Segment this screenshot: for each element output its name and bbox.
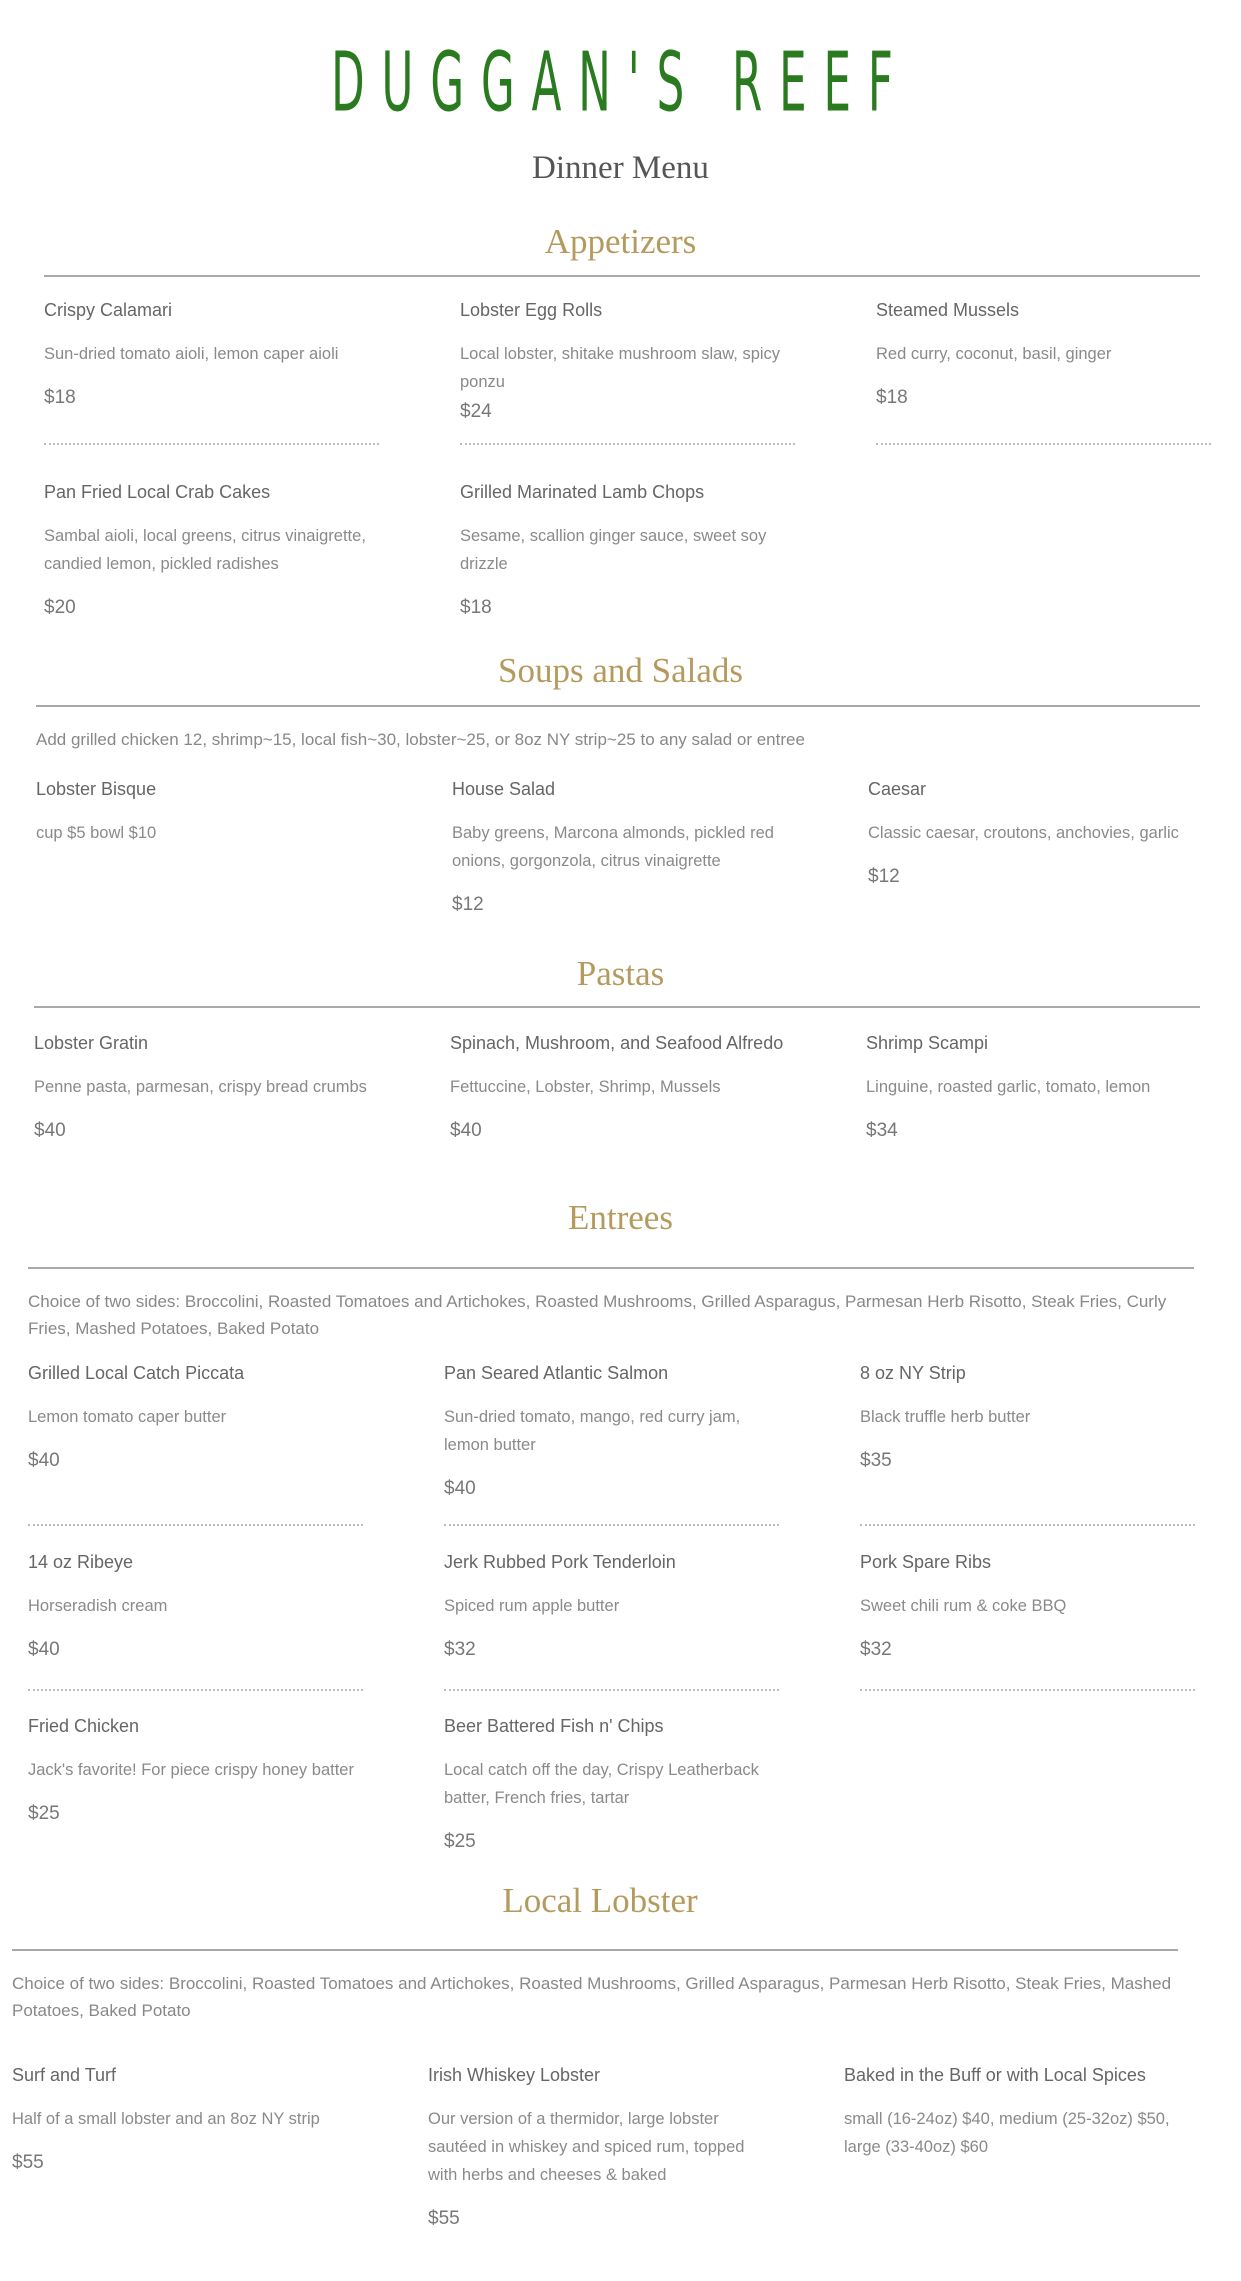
item-desc: Penne pasta, parmesan, crispy bread crumbs [34,1078,367,1096]
item-desc: Baby greens, Marcona almonds, pickled red onions, gorgonzola, citrus vinaigrette [452,824,774,870]
soups-title: Soups and Salads [498,651,743,690]
lobster-divider [12,1949,1178,1951]
item-price: $32 [444,1639,476,1660]
item-desc: Fettuccine, Lobster, Shrimp, Mussels [450,1078,721,1096]
entrees-note: Choice of two sides: Broccolini, Roasted Tomatoes and Artichokes, Roasted Mushrooms, Grilled Asparagus, Parmesan Herb Risotto, Steak Fries, Curly Fries, Mashed Potatoes, Baked Potato [28,1292,1167,1338]
item-price: $25 [28,1803,60,1824]
item-desc: cup $5 bowl $10 [36,824,157,842]
item-price: $25 [444,1831,476,1852]
item-price: $40 [34,1120,66,1141]
item-price: $32 [860,1639,892,1660]
item-price: $55 [12,2152,44,2173]
item-price: $18 [876,387,908,408]
item-desc: Red curry, coconut, basil, ginger [876,345,1112,363]
item-name: Steamed Mussels [876,300,1020,320]
item-desc: small (16-24oz) $40, medium (25-32oz) $50, large (33-40oz) $60 [844,2110,1170,2156]
item-name: Jerk Rubbed Pork Tenderloin [444,1552,676,1572]
item-price: $34 [866,1120,898,1141]
lobster-title: Local Lobster [502,1881,698,1920]
item-desc: Horseradish cream [28,1597,168,1615]
menu-title: Dinner Menu [532,150,709,186]
pastas-title: Pastas [576,954,665,993]
item-price: $55 [428,2208,460,2229]
item-desc: Lemon tomato caper butter [28,1408,227,1426]
menu-item [844,2063,1184,2161]
item-name: Lobster Bisque [36,779,157,799]
item-name: Irish Whiskey Lobster [428,2065,601,2085]
item-name: 14 oz Ribeye [28,1552,134,1572]
item-name: 8 oz NY Strip [860,1363,966,1383]
item-desc: Local catch off the day, Crispy Leatherback batter, French fries, tartar [444,1761,759,1807]
soups-note: Add grilled chicken 12, shrimp~15, local fish~30, lobster~25, or 8oz NY strip~25 to any salad or entree [36,730,805,749]
item-name: Baked in the Buff or with Local Spices [844,2065,1146,2085]
item-price: $40 [444,1478,476,1499]
appetizers-title: Appetizers [544,222,697,261]
item-price: $18 [44,387,76,408]
entrees-title: Entrees [568,1198,673,1237]
item-name: Lobster Gratin [34,1033,149,1053]
item-name: Fried Chicken [28,1716,140,1736]
item-price: $40 [28,1450,60,1471]
item-name: Beer Battered Fish n' Chips [444,1716,664,1736]
lobster-note: Choice of two sides: Broccolini, Roasted Tomatoes and Artichokes, Roasted Mushrooms, Grilled Asparagus, Parmesan Herb Risotto, Steak Fries, Mashed Potatoes, Baked Potato [12,1974,1172,2020]
item-desc: Our version of a thermidor, large lobster sautéed in whiskey and spiced rum, topped with herbs and cheeses & baked [428,2110,745,2184]
item-price: $18 [460,597,492,618]
item-desc: Classic caesar, croutons, anchovies, garlic [868,824,1179,842]
item-desc: Sun-dried tomato aioli, lemon caper aioli [44,345,339,363]
item-desc: Local lobster, shitake mushroom slaw, spicy ponzu [460,345,781,391]
item-desc: Linguine, roasted garlic, tomato, lemon [866,1078,1151,1096]
item-price: $12 [452,894,484,915]
item-name: Spinach, Mushroom, and Seafood Alfredo [450,1033,784,1053]
item-desc: Spiced rum apple butter [444,1597,620,1615]
item-desc: Sambal aioli, local greens, citrus vinaigrette, candied lemon, pickled radishes [44,527,366,573]
item-name: Surf and Turf [12,2065,117,2085]
item-price: $40 [450,1120,482,1141]
item-name: Grilled Local Catch Piccata [28,1363,245,1383]
item-desc: Black truffle herb butter [860,1408,1031,1426]
restaurant-logo: DUGGAN'S REEF [331,35,910,131]
item-name: Lobster Egg Rolls [460,300,603,320]
item-price: $12 [868,866,900,887]
item-name: Pork Spare Ribs [860,1552,992,1572]
item-price: $20 [44,597,76,618]
item-name: Crispy Calamari [44,300,173,320]
menu-item [428,2063,768,2231]
item-name: Pan Seared Atlantic Salmon [444,1363,669,1383]
item-name: Caesar [868,779,927,799]
item-name: Grilled Marinated Lamb Chops [460,482,705,502]
menu-item [12,2063,352,2175]
item-price: $40 [28,1639,60,1660]
item-desc: Sweet chili rum & coke BBQ [860,1597,1067,1615]
item-desc: Jack's favorite! For piece crispy honey batter [28,1761,354,1779]
item-name: Shrimp Scampi [866,1033,989,1053]
item-desc: Half of a small lobster and an 8oz NY strip [12,2110,320,2128]
item-desc: Sesame, scallion ginger sauce, sweet soy drizzle [460,527,767,573]
item-desc: Sun-dried tomato, mango, red curry jam, lemon butter [444,1408,741,1454]
item-name: House Salad [452,779,556,799]
item-name: Pan Fried Local Crab Cakes [44,482,271,502]
item-price: $35 [860,1450,892,1471]
item-price: $24 [460,401,492,422]
